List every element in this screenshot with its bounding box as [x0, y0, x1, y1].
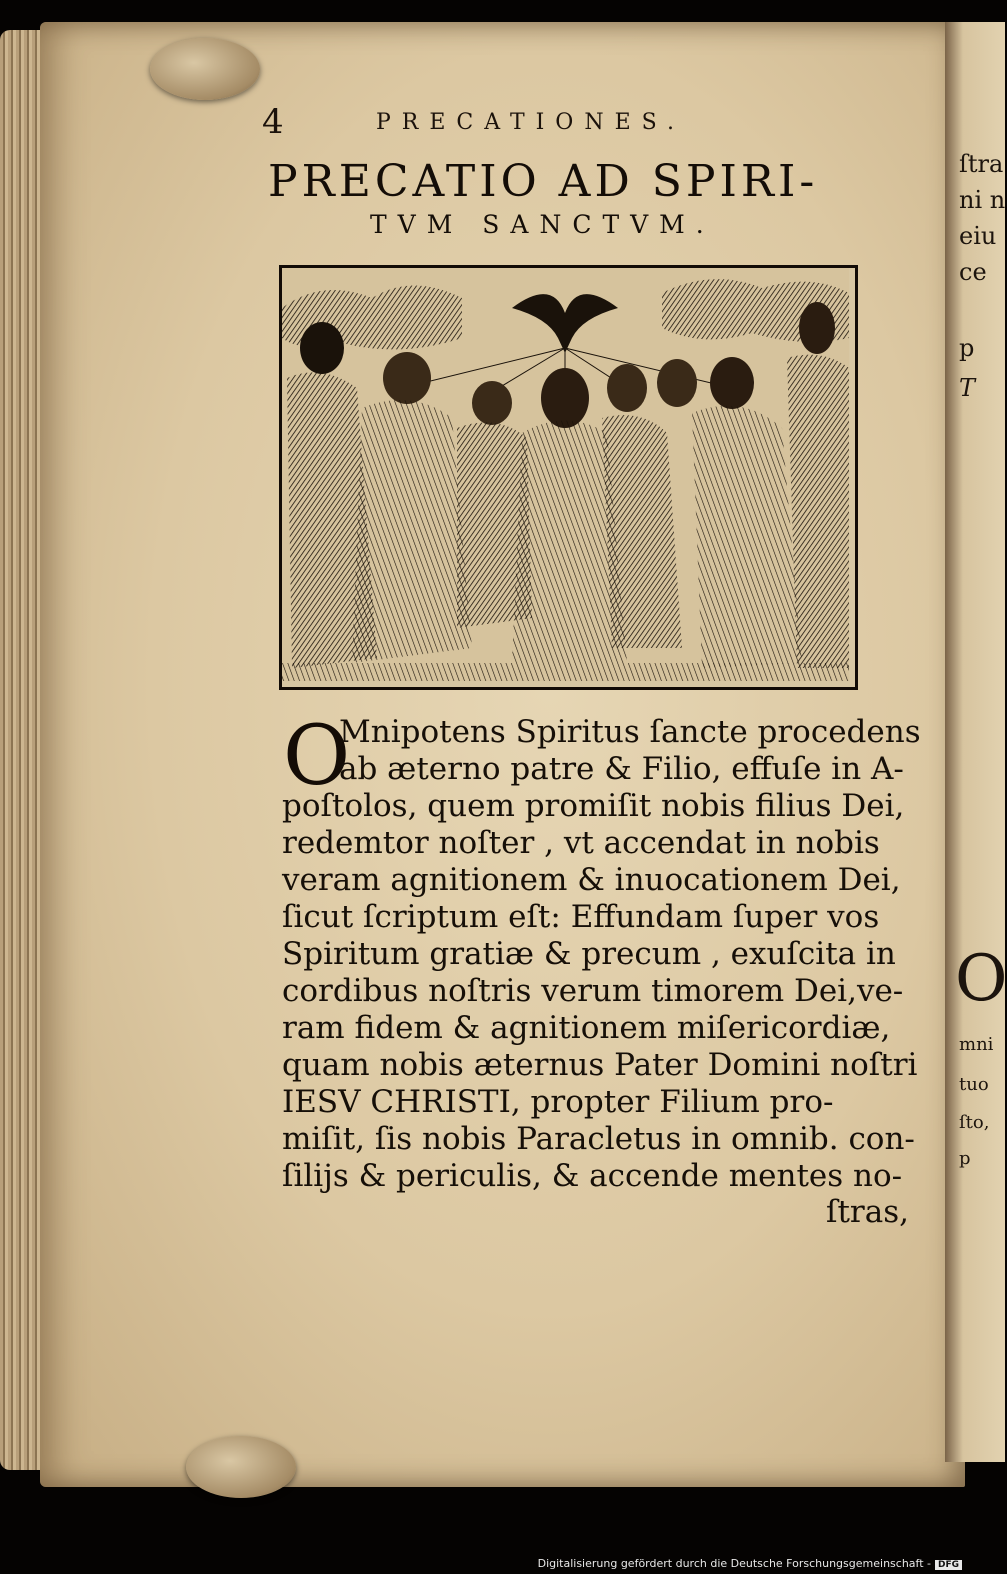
dfg-logo: DFG — [935, 1560, 962, 1570]
text-line: Mnipotens Spiritus ſancte procedens — [339, 714, 921, 750]
text-line: veram agnitionem & inuocationem Dei, — [282, 862, 901, 898]
top-clasp — [150, 38, 260, 100]
text-line: IESV CHRISTI, propter Filium pro- — [282, 1084, 834, 1120]
running-head: PRECATIONES. — [376, 110, 685, 135]
bottom-clasp — [186, 1436, 296, 1498]
catchword: ſtras, — [826, 1194, 909, 1230]
facing-fragment: T — [959, 374, 976, 402]
woodcut-illustration — [279, 265, 858, 690]
facing-fragment: p — [959, 1148, 971, 1169]
text-line: redemtor noſter , vt accendat in nobis — [282, 825, 880, 861]
text-line: ſicut ſcriptum eſt: Effundam ſuper vos — [282, 899, 880, 935]
text-line: quam nobis æternus Pater Domini noſtri — [282, 1047, 918, 1083]
facing-fragment: tuo — [959, 1074, 989, 1095]
facing-fragment: O — [955, 942, 1007, 1016]
text-line: ram fidem & agnitionem miſericordiæ, — [282, 1010, 891, 1046]
facing-fragment: ſto, — [959, 1112, 990, 1133]
facing-fragment: ſtra — [959, 150, 1004, 178]
text-line: Spiritum gratiæ & precum , exuſcita in — [282, 936, 896, 972]
pentecost-woodcut — [282, 268, 849, 681]
digitization-footer — [538, 1557, 962, 1570]
facing-fragment: mni — [959, 1034, 994, 1055]
footer-text: Digitalisierung gefördert durch die Deutsche Forschungsgemeinschaft - — [537, 1557, 931, 1570]
drop-cap: O — [283, 709, 351, 804]
facing-fragment: ni n — [959, 186, 1006, 214]
facing-fragment: p — [959, 334, 975, 362]
text-line: poſtolos, quem promiſit nobis filius Dei, — [282, 788, 905, 824]
facing-page-edge — [945, 22, 1005, 1462]
page-number: 4 — [262, 102, 284, 142]
text-line: ab æterno patre & Filio, effuſe in A- — [339, 751, 904, 787]
facing-fragment: eiu — [959, 222, 997, 250]
prayer-title-line-1: PRECATIO AD SPIRI- — [268, 156, 819, 207]
text-line: ſilijs & periculis, & accende mentes no- — [282, 1158, 903, 1194]
text-line: cordibus noſtris verum timorem Dei,ve- — [282, 973, 904, 1009]
prayer-title-line-2: TVM SANCTVM. — [370, 210, 715, 239]
facing-fragment: ce — [959, 258, 987, 286]
text-line: miſit, ſis nobis Paracletus in omnib. con- — [282, 1121, 915, 1157]
